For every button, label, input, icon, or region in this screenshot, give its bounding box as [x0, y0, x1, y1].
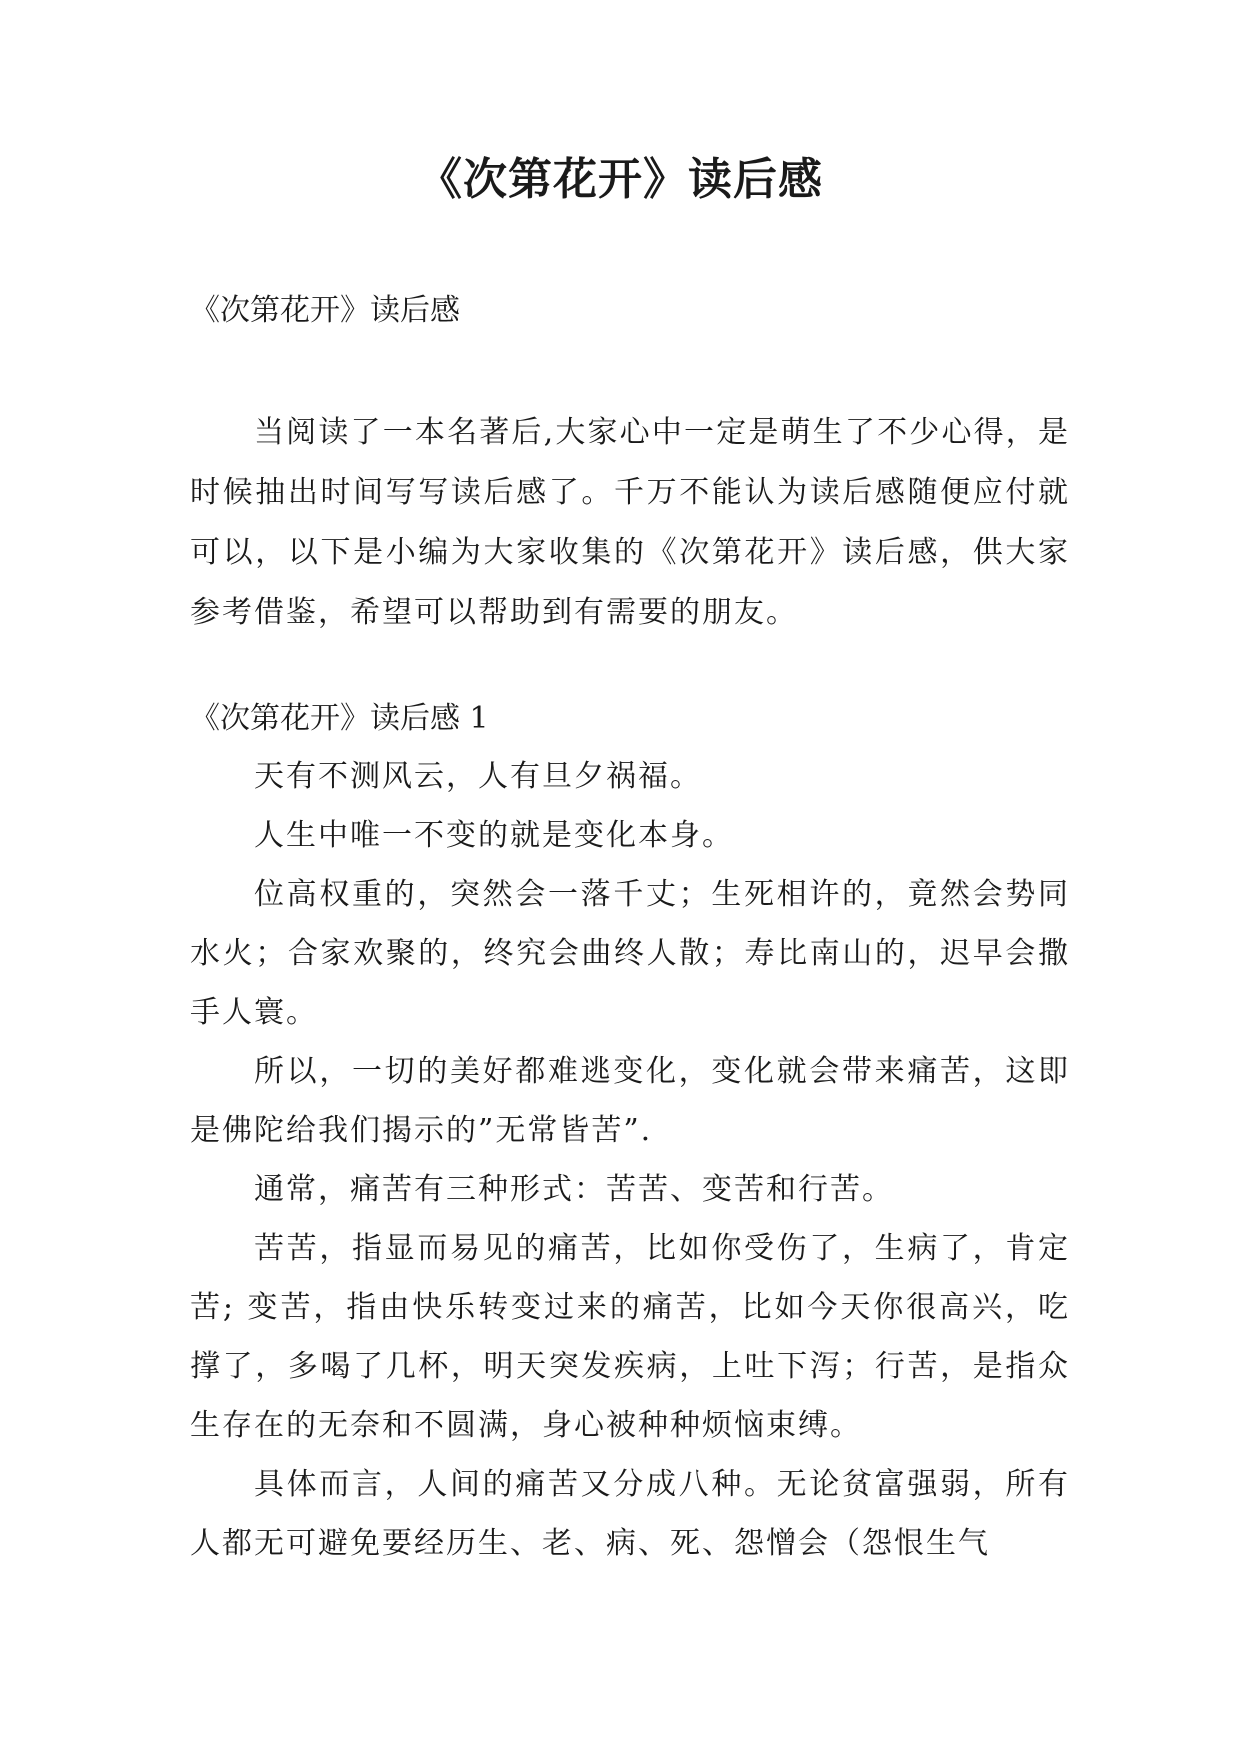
intro-paragraph: 当阅读了一本名著后,大家心中一定是萌生了不少心得，是时候抽出时间写写读后感了。千万不能认为读后感随便应付就可以，以下是小编为大家收集的《次第花开》读后感，供大家参考借鉴，希望可以帮助到有需要的朋友。: [190, 415, 1070, 630]
section-heading: 《次第花开》读后感 1: [190, 701, 489, 736]
body-paragraph: 天有不测风云，人有旦夕祸福。: [254, 759, 702, 794]
section-body: [190, 747, 1070, 1573]
body-paragraph: 所以，一切的美好都难逃变化，变化就会带来痛苦，这即是佛陀给我们揭示的”无常皆苦”.: [190, 1054, 1070, 1148]
body-paragraph: 位高权重的，突然会一落千丈；生死相许的，竟然会势同水火；合家欢聚的，终究会曲终人散；寿比南山的，迟早会撒手人寰。: [190, 877, 1070, 1030]
document-subtitle: 《次第花开》读后感: [190, 293, 460, 328]
body-paragraph: 人生中唯一不变的就是变化本身。: [254, 818, 734, 853]
body-paragraph: 具体而言，人间的痛苦又分成八种。无论贫富强弱，所有人都无可避免要经历生、老、病、死、怨憎会（怨恨生气: [190, 1467, 1070, 1561]
body-paragraph: 苦苦，指显而易见的痛苦，比如你受伤了，生病了，肯定苦; 变苦，指由快乐转变过来的痛苦，比如今天你很高兴，吃撑了，多喝了几杯，明天突发疾病，上吐下泻；行苦，是指众生存在的无奈和不圆满，身心被种种烦恼束缚。: [190, 1231, 1070, 1443]
document-title: 《次第花开》读后感: [418, 154, 823, 205]
body-paragraph: 通常，痛苦有三种形式：苦苦、变苦和行苦。: [254, 1172, 894, 1207]
